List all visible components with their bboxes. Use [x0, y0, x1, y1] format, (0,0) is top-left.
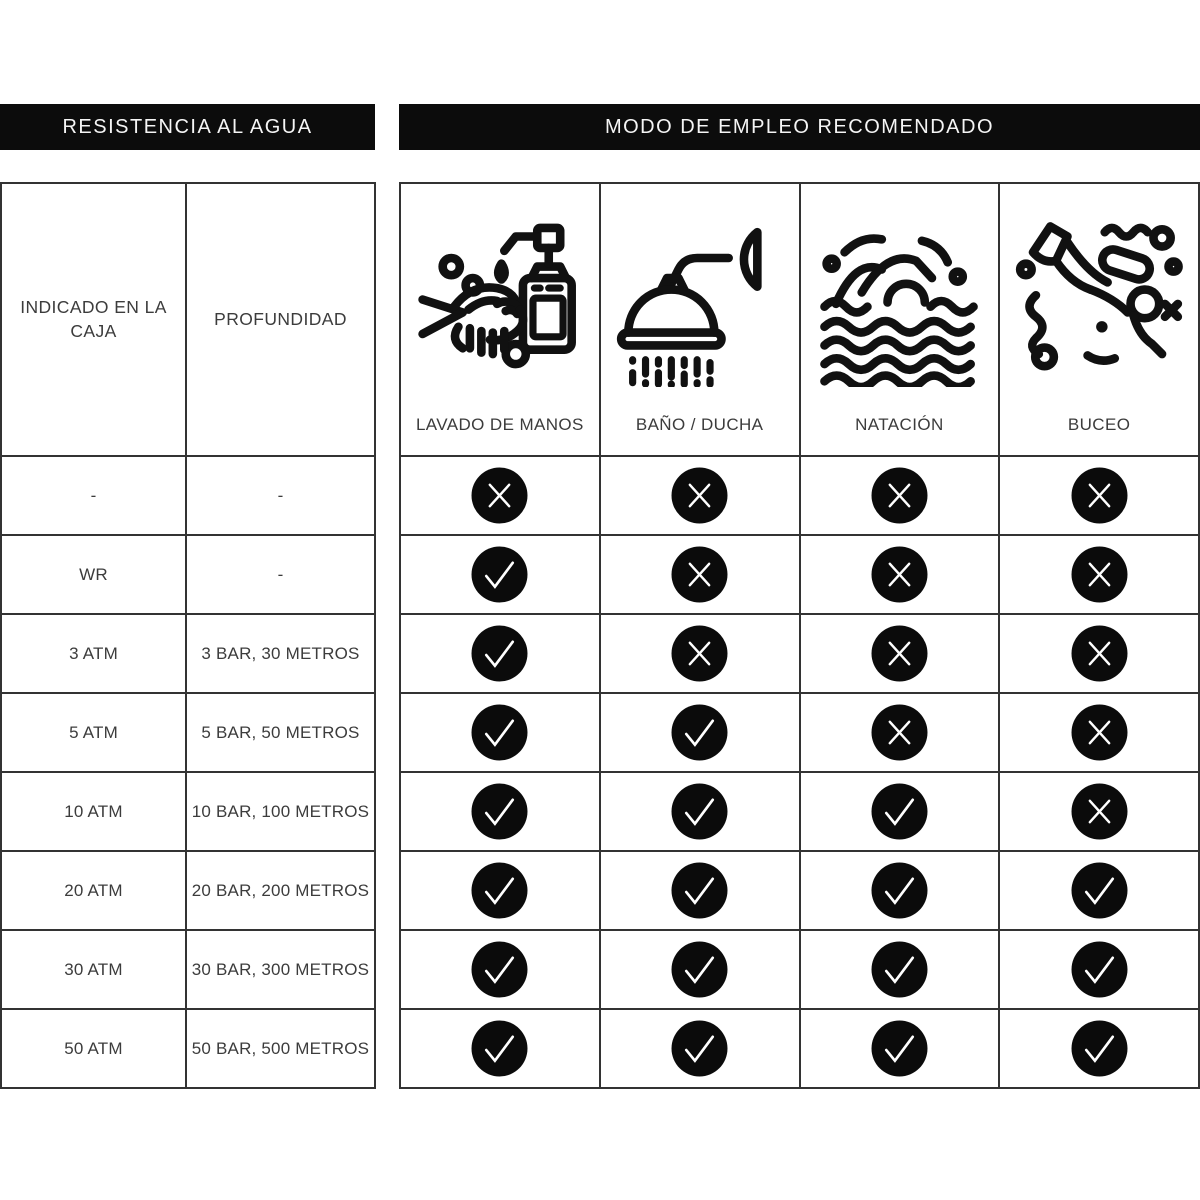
check-mark-icon	[801, 852, 1001, 931]
x-mark-icon	[801, 694, 1001, 773]
check-mark-icon	[401, 773, 601, 852]
x-mark-icon	[601, 615, 801, 694]
x-mark-icon	[601, 536, 801, 615]
x-mark-icon	[1000, 694, 1200, 773]
cell-profundidad: 3 BAR, 30 METROS	[187, 615, 376, 694]
check-mark-icon	[601, 773, 801, 852]
cell-profundidad: 30 BAR, 300 METROS	[187, 931, 376, 1010]
check-mark-icon	[1000, 931, 1200, 1010]
left-header-bar	[0, 104, 375, 150]
check-mark-icon	[401, 931, 601, 1010]
x-mark-icon	[1000, 536, 1200, 615]
check-mark-icon	[601, 694, 801, 773]
column-header-label: BAÑO / DUCHA	[635, 415, 764, 434]
x-mark-icon	[401, 457, 601, 536]
cell-profundidad: 50 BAR, 500 METROS	[187, 1010, 376, 1089]
cell-profundidad: 20 BAR, 200 METROS	[187, 852, 376, 931]
column-header-label: LAVADO DE MANOS	[415, 415, 584, 434]
column-header-profundidad	[187, 184, 376, 457]
check-mark-icon	[401, 852, 601, 931]
cell-caja: WR	[2, 536, 187, 615]
check-mark-icon	[801, 773, 1001, 852]
check-mark-icon	[601, 1010, 801, 1089]
cell-caja: 50 ATM	[2, 1010, 187, 1089]
cell-profundidad: 10 BAR, 100 METROS	[187, 773, 376, 852]
left-header-title: RESISTENCIA AL AGUA	[62, 115, 313, 138]
resistance-table	[0, 182, 376, 1089]
x-mark-icon	[1000, 457, 1200, 536]
check-mark-icon	[401, 694, 601, 773]
cell-caja: 3 ATM	[2, 615, 187, 694]
check-mark-icon	[601, 931, 801, 1010]
cell-caja: 10 ATM	[2, 773, 187, 852]
cell-caja: -	[2, 457, 187, 536]
usage-table	[399, 182, 1200, 1089]
x-mark-icon	[801, 536, 1001, 615]
cell-caja: 20 ATM	[2, 852, 187, 931]
check-mark-icon	[401, 536, 601, 615]
cell-profundidad: -	[187, 536, 376, 615]
x-mark-icon	[801, 615, 1001, 694]
column-header-natacion	[801, 184, 1001, 457]
swimming-icon	[801, 206, 999, 396]
check-mark-icon	[401, 615, 601, 694]
x-mark-icon	[1000, 615, 1200, 694]
cell-profundidad: 5 BAR, 50 METROS	[187, 694, 376, 773]
cell-caja: 5 ATM	[2, 694, 187, 773]
x-mark-icon	[601, 457, 801, 536]
diving-icon	[1000, 206, 1198, 396]
x-mark-icon	[801, 457, 1001, 536]
column-header-indicado-en-la-caja	[2, 184, 187, 457]
check-mark-icon	[601, 852, 801, 931]
handwash-icon	[401, 206, 599, 396]
cell-profundidad: -	[187, 457, 376, 536]
column-header-label: PROFUNDIDAD	[214, 308, 347, 329]
right-header-bar	[399, 104, 1200, 150]
column-header-bano-ducha	[601, 184, 801, 457]
column-header-label: NATACIÓN	[855, 415, 944, 434]
check-mark-icon	[801, 931, 1001, 1010]
check-mark-icon	[1000, 852, 1200, 931]
x-mark-icon	[1000, 773, 1200, 852]
shower-icon	[601, 206, 799, 396]
cell-caja: 30 ATM	[2, 931, 187, 1010]
check-mark-icon	[1000, 1010, 1200, 1089]
check-mark-icon	[401, 1010, 601, 1089]
column-header-buceo	[1000, 184, 1200, 457]
check-mark-icon	[801, 1010, 1001, 1089]
column-header-label: INDICADO EN LA CAJA	[20, 296, 167, 341]
right-header-title: MODO DE EMPLEO RECOMENDADO	[604, 115, 995, 138]
column-header-lavado-de-manos	[401, 184, 601, 457]
column-header-label: BUCEO	[1067, 415, 1131, 434]
